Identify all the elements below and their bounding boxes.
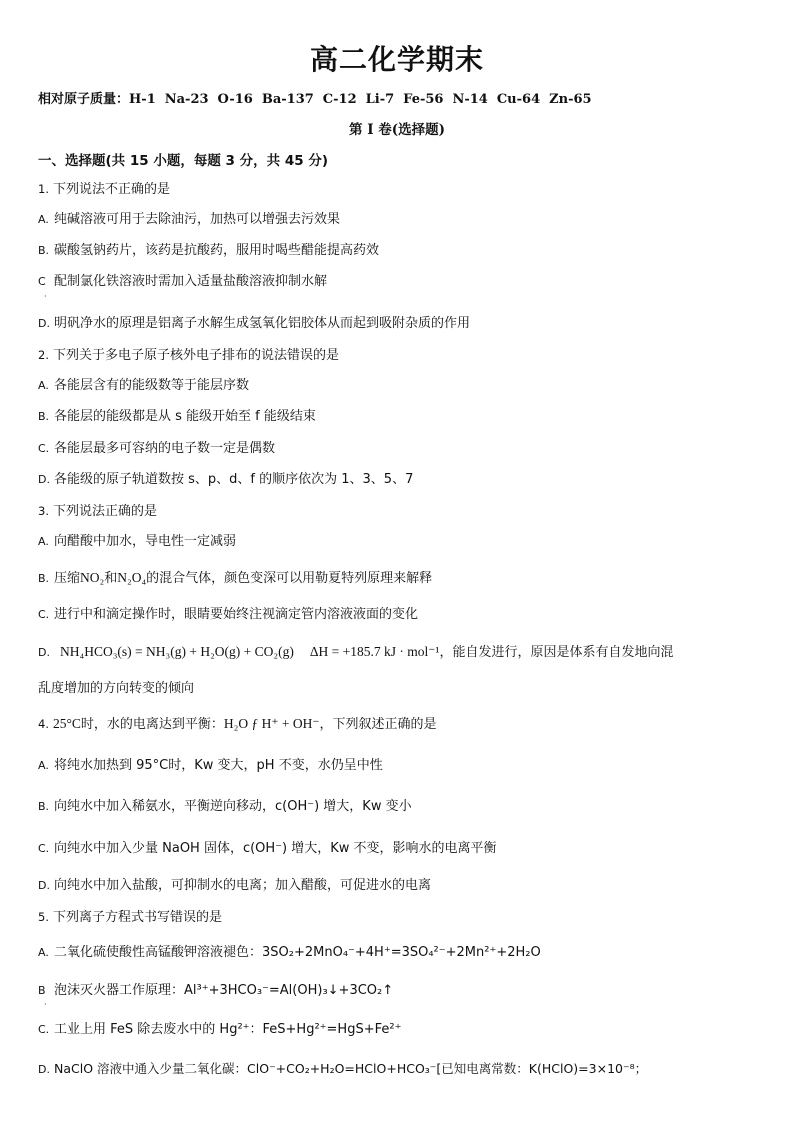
formula-n2o4: N₂O₄	[117, 570, 147, 585]
option	[38, 377, 249, 395]
option	[38, 471, 413, 489]
option	[38, 533, 236, 551]
option	[38, 982, 393, 1000]
option-text: 向纯水中加入盐酸，可抑制水的电离；加入醋酸，可促进水的电离	[54, 878, 432, 893]
atomic-masses-label: 相对原子质量：	[38, 92, 130, 107]
question-number: 1.	[38, 182, 49, 196]
option	[38, 440, 275, 458]
atomic-mass: N-14	[452, 92, 488, 107]
option-letter: B.	[38, 572, 50, 585]
atomic-mass: Na-23	[164, 92, 209, 107]
section-title: 一、选择题(共 15 小题，每题 3 分，共 45 分)	[38, 153, 329, 169]
question-text: 下列说法不正确的是	[52, 182, 170, 197]
option-letter: A.	[38, 759, 49, 772]
option	[38, 606, 418, 624]
option	[38, 211, 340, 229]
part-title: 第 I 卷(选择题)	[349, 122, 445, 138]
option-letter: C.	[38, 1023, 50, 1036]
option-text: 工业上用 FeS 除去废水中的 Hg²⁺：FeS+Hg²⁺=HgS+Fe²⁺	[54, 1022, 402, 1037]
question-number: 2.	[38, 348, 49, 362]
question-stem	[38, 502, 157, 521]
reaction-equation: NH₄HCO₃(s) = NH₃(g) + H₂O(g) + CO₂(g)	[60, 644, 294, 659]
option-letter: A.	[38, 213, 49, 226]
option	[38, 798, 412, 816]
option-letter: B.	[38, 244, 50, 257]
atomic-masses	[38, 88, 601, 107]
enthalpy-change: ΔH = +185.7 kJ · mol⁻¹	[309, 644, 440, 659]
option	[38, 315, 470, 333]
option	[38, 569, 432, 588]
option	[38, 944, 541, 962]
option	[38, 242, 379, 260]
atomic-mass: C-12	[322, 92, 357, 107]
option-letter: C.	[38, 842, 50, 855]
question-text: 下列说法正确的是	[52, 504, 157, 519]
option-text: 纯碱溶液可用于去除油污，加热可以增强去污效果	[54, 212, 341, 227]
option-letter: C.	[38, 442, 50, 455]
atomic-mass: Zn-65	[549, 92, 592, 107]
question-stem	[38, 715, 437, 734]
option	[38, 1021, 401, 1039]
option-letter: A.	[38, 379, 49, 392]
option	[38, 273, 327, 291]
question-text: 下列离子方程式书写错误的是	[52, 910, 222, 925]
option-letter: D.	[38, 1063, 50, 1076]
question-number: 3.	[38, 504, 49, 518]
option-letter: B	[38, 984, 46, 997]
question-text: 下列关于多电子原子核外电子排布的说法错误的是	[52, 348, 339, 363]
option-text: 的混合气体，颜色变深可以用勒夏特列原理来解释	[146, 571, 433, 586]
option-letter: D.	[38, 879, 50, 892]
option-text: ，能自发进行，原因是体系有自发地向混	[439, 645, 674, 660]
option-text: 向纯水中加入少量 NaOH 固体，c(OH⁻) 增大，Kw 不变，影响水的电离平衡	[54, 841, 497, 856]
question-number: 4.	[38, 717, 49, 731]
question-stem	[38, 180, 170, 199]
option-letter: C.	[38, 608, 50, 621]
atomic-mass: Ba-137	[261, 92, 314, 107]
option-letter: D.	[38, 646, 50, 659]
question-text: 时，水的电离达到平衡：	[80, 717, 224, 732]
option	[38, 1060, 647, 1079]
stray-dot: ·	[44, 292, 47, 301]
option	[38, 840, 497, 858]
option-text: 明矾净水的原理是铝离子水解生成氢氧化铝胶体从而起到吸附杂质的作用	[54, 316, 471, 331]
atomic-mass: O-16	[217, 92, 253, 107]
option-letter: A.	[38, 535, 49, 548]
option-text: 泡沫灭火器工作原理：Al³⁺+3HCO₃⁻=Al(OH)₃↓+3CO₂↑	[54, 983, 394, 998]
option-text: NaClO 溶液中通入少量二氧化碳：ClO⁻+CO₂+H₂O=HClO+HCO₃⁻[已知电离常数：K(HClO)=3×10⁻⁸；	[54, 1061, 648, 1076]
option	[38, 408, 316, 426]
question-stem	[38, 908, 222, 927]
option-letter: B.	[38, 410, 50, 423]
ionization-equation: H₂O ƒ H⁺ + OH⁻	[223, 716, 320, 731]
option	[38, 877, 431, 895]
option	[38, 757, 383, 775]
option-letter: C	[38, 275, 46, 288]
option-letter: B.	[38, 800, 50, 813]
stray-dot: ·	[44, 1000, 47, 1009]
option-letter: A.	[38, 946, 49, 959]
question-stem	[38, 346, 339, 365]
option	[38, 643, 673, 662]
atomic-mass: H-1	[129, 92, 156, 107]
question-number: 5.	[38, 910, 49, 924]
option-continuation: 乱度增加的方向转变的倾向	[38, 681, 195, 696]
option-text: 碳酸氢钠药片，该药是抗酸药，服用时喝些醋能提高药效	[54, 243, 380, 258]
option-text: 各能级的原子轨道数按 s、p、d、f 的顺序依次为 1、3、5、7	[54, 472, 414, 487]
option-text: 向纯水中加入稀氨水，平衡逆向移动，c(OH⁻) 增大，Kw 变小	[54, 799, 412, 814]
option-text: 各能层含有的能级数等于能层序数	[54, 378, 250, 393]
option-text: 压缩	[54, 571, 81, 586]
option-text: 各能层的能级都是从 s 能级开始至 f 能级结束	[54, 409, 316, 424]
option-text: 进行中和滴定操作时，眼睛要始终注视滴定管内溶液液面的变化	[54, 607, 419, 622]
page-title: 高二化学期末	[309, 43, 484, 76]
option-text: 各能层最多可容纳的电子数一定是偶数	[54, 441, 276, 456]
option-text: 二氧化硫使酸性高锰酸钾溶液褪色：3SO₂+2MnO₄⁻+4H⁺=3SO₄²⁻+2Mn²⁺+2H₂O	[54, 945, 541, 960]
option-letter: D.	[38, 317, 50, 330]
temperature: 25°C	[52, 716, 81, 731]
option-text: 将纯水加热到 95°C时，Kw 变大，pH 不变，水仍呈中性	[54, 758, 383, 773]
option-letter: D.	[38, 473, 50, 486]
atomic-mass: Cu-64	[496, 92, 541, 107]
question-text: ，下列叙述正确的是	[319, 717, 437, 732]
option-text: 配制氯化铁溶液时需加入适量盐酸溶液抑制水解	[54, 274, 328, 289]
option-text: 和	[104, 571, 118, 586]
atomic-mass: Li-7	[365, 92, 395, 107]
option-text: 向醋酸中加水，导电性一定减弱	[54, 534, 237, 549]
atomic-mass: Fe-56	[403, 92, 444, 107]
formula-no2: NO₂	[80, 570, 105, 585]
